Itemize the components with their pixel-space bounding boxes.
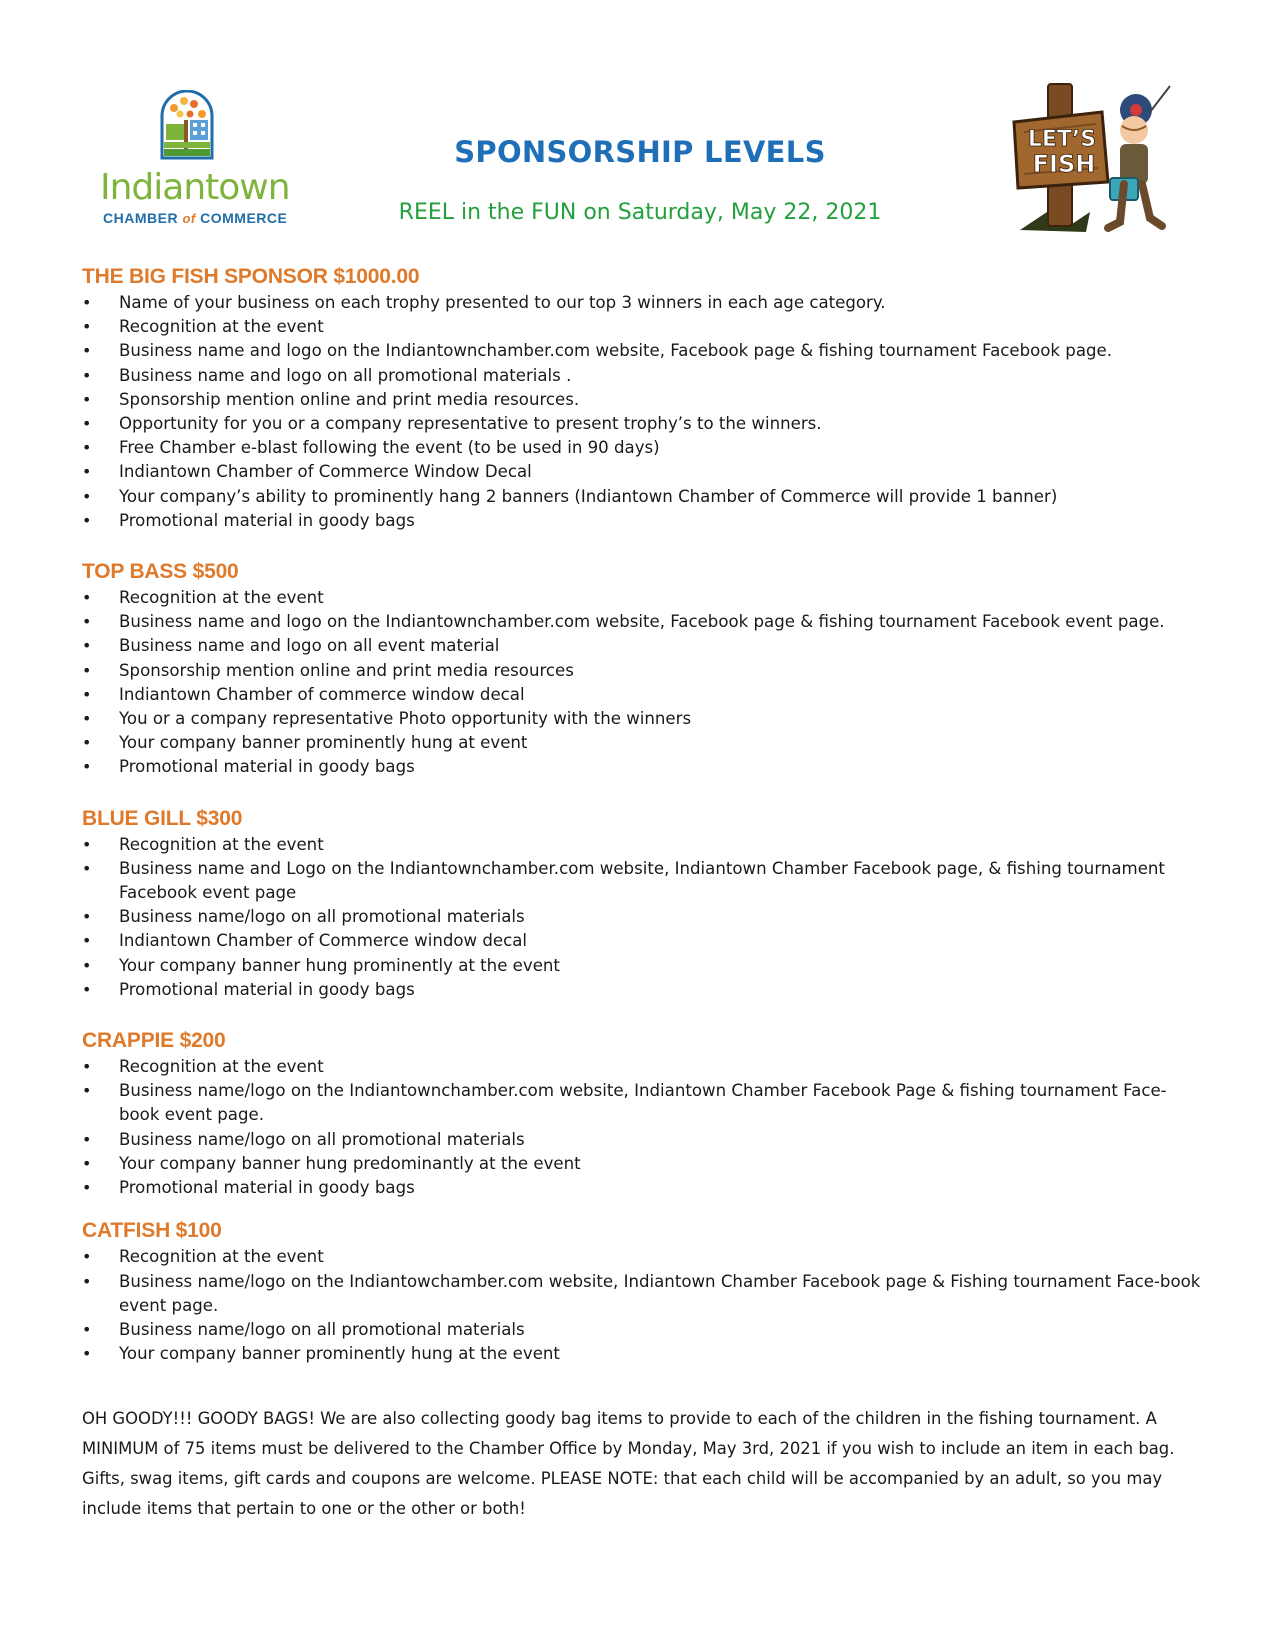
- bullet: •: [82, 612, 92, 632]
- list-item: [82, 1270, 1202, 1318]
- bullet: •: [82, 293, 92, 312]
- bullet: •: [82, 341, 92, 361]
- list-item: [82, 460, 1202, 484]
- bullet: •: [82, 636, 92, 656]
- bullet: •: [82, 757, 92, 777]
- list-item: [82, 731, 1202, 755]
- list-item-text: Recognition at the event: [119, 834, 324, 854]
- list-item-text: Promotional material in goody bags: [119, 979, 415, 999]
- section-heading: CRAPPIE $200: [82, 1029, 226, 1053]
- bullet: •: [82, 365, 92, 385]
- list-item-text: Business name and logo on the Indiantownchamber.com website, Facebook page & fishing tournament Facebook event page.: [119, 612, 1165, 632]
- bullet: •: [82, 510, 92, 530]
- section-heading: TOP BASS $500: [82, 560, 239, 584]
- list-item-text: Business name and logo on all event material: [119, 636, 500, 656]
- benefit-list: [82, 1245, 1202, 1366]
- chamber-emblem-icon: [160, 90, 214, 160]
- list-item: [82, 683, 1202, 707]
- chamber-logo-name: Indiantown: [100, 167, 290, 208]
- lets-fish-sign-icon: [1010, 82, 1180, 237]
- section-crappie: [82, 1028, 1202, 1200]
- list-item-text: Business name/logo on all promotional materials: [119, 907, 525, 927]
- list-item: [82, 929, 1202, 953]
- list-item: [82, 1055, 1202, 1079]
- list-item: [82, 1152, 1202, 1176]
- chamber-logo-subtitle: [103, 210, 288, 226]
- list-item-text: Free Chamber e-blast following the event (to be used in 90 days): [119, 438, 660, 458]
- bullet: •: [82, 588, 92, 608]
- list-item: [82, 833, 1202, 857]
- goody-bag-note: OH GOODY!!! GOODY BAGS! We are also collecting goody bag items to provide to each of the children in the fishing tournament. A MINIMUM of 75 items must be delivered to the Chamber Office by Monday, May 3rd, 2021 if you wish to include an item in each bag. Gifts, swag items, gift cards and coupons are welcome. PLEASE NOTE: that each child will be accompanied by an adult, so you may include items that pertain to one or the other or both!: [82, 1409, 1175, 1518]
- bullet: •: [82, 462, 92, 482]
- list-item-text: Business name/logo on the Indiantownchamber.com website, Indiantown Chamber Facebook Page & fishing tournament Face-book event page.: [119, 1081, 1167, 1125]
- list-item: [82, 586, 1202, 610]
- lets-fish-logo: [1010, 82, 1190, 242]
- list-item: [82, 291, 1202, 315]
- bullet: •: [82, 907, 92, 927]
- page-title: SPONSORSHIP LEVELS: [454, 135, 826, 169]
- list-item-text: Your company banner prominently hung at event: [119, 733, 528, 753]
- list-item: [82, 412, 1202, 436]
- benefit-list: [82, 833, 1202, 1002]
- chamber-logo: [100, 90, 290, 230]
- list-item-text: Recognition at the event: [119, 317, 324, 337]
- list-item-text: Your company banner hung prominently at the event: [119, 955, 560, 975]
- logo-sub-commerce: COMMERCE: [200, 210, 288, 226]
- list-item-text: Recognition at the event: [119, 1057, 324, 1077]
- list-item-text: Business name/logo on the Indiantowchamber.com website, Indiantown Chamber Facebook page & Fishing tournament Face-book event page.: [119, 1271, 1201, 1315]
- list-item: [82, 1318, 1202, 1342]
- bullet: •: [82, 486, 92, 506]
- bullet: •: [82, 858, 92, 878]
- bullet: •: [82, 1178, 92, 1198]
- list-item-text: Sponsorship mention online and print media resources: [119, 660, 574, 680]
- list-item: [82, 634, 1202, 658]
- list-item-text: Name of your business on each trophy presented to our top 3 winners in each age category.: [119, 293, 886, 312]
- list-item: [82, 755, 1202, 779]
- list-item-text: Your company banner hung predominantly at the event: [119, 1153, 581, 1173]
- list-item-text: Opportunity for you or a company representative to present trophy’s to the winners.: [119, 414, 822, 434]
- list-item: [82, 1128, 1202, 1152]
- bullet: •: [82, 931, 92, 951]
- benefit-list: [82, 291, 1202, 533]
- list-item-text: Sponsorship mention online and print media resources.: [119, 389, 580, 409]
- list-item-text: Recognition at the event: [119, 1247, 324, 1267]
- bullet: •: [82, 684, 92, 704]
- list-item-text: Indiantown Chamber of Commerce window decal: [119, 931, 528, 951]
- bullet: •: [82, 660, 92, 680]
- bullet: •: [82, 733, 92, 753]
- section-top-bass: [82, 559, 1202, 780]
- benefit-list: [82, 1055, 1202, 1200]
- bullet: •: [82, 1344, 92, 1364]
- list-item: [82, 339, 1202, 363]
- bullet: •: [82, 979, 92, 999]
- list-item-text: Business name and logo on the Indiantownchamber.com website, Facebook page & fishing tournament Facebook page.: [119, 341, 1113, 361]
- list-item: [82, 978, 1202, 1002]
- list-item-text: Your company’s ability to prominently hang 2 banners (Indiantown Chamber of Commerce will provide 1 banner): [119, 486, 1058, 506]
- list-item: [82, 610, 1202, 634]
- bullet: •: [82, 1247, 92, 1267]
- section-heading: CATFISH $100: [82, 1219, 222, 1243]
- bullet: •: [82, 955, 92, 975]
- section-heading: THE BIG FISH SPONSOR $1000.00: [82, 265, 420, 288]
- sponsorship-sections: [82, 264, 1202, 1366]
- bullet: •: [82, 1057, 92, 1077]
- list-item-text: Your company banner prominently hung at the event: [119, 1344, 560, 1364]
- list-item-text: You or a company representative Photo opportunity with the winners: [119, 709, 692, 729]
- list-item: [82, 857, 1202, 905]
- section-heading: BLUE GILL $300: [82, 806, 243, 830]
- list-item-text: Indiantown Chamber of Commerce Window Decal: [119, 462, 532, 482]
- bullet: •: [82, 1129, 92, 1149]
- benefit-list: [82, 586, 1202, 780]
- logo-sub-chamber: CHAMBER: [103, 210, 179, 226]
- list-item: [82, 905, 1202, 929]
- list-item-text: Business name/logo on all promotional materials: [119, 1319, 525, 1339]
- list-item-text: Business name/logo on all promotional materials: [119, 1129, 525, 1149]
- list-item-text: Indiantown Chamber of commerce window decal: [119, 684, 525, 704]
- section-big-fish: [82, 264, 1202, 533]
- list-item: [82, 509, 1202, 533]
- bullet: •: [82, 834, 92, 854]
- bullet: •: [82, 317, 92, 337]
- lets-fish-line1: LET’S: [1027, 127, 1097, 152]
- section-catfish: [82, 1218, 1202, 1366]
- logo-sub-of: of: [182, 211, 196, 226]
- bullet: •: [82, 1319, 92, 1339]
- page-subtitle: REEL in the FUN on Saturday, May 22, 2021: [398, 200, 882, 225]
- list-item: [82, 1245, 1202, 1269]
- section-blue-gill: [82, 806, 1202, 1002]
- list-item: [82, 388, 1202, 412]
- list-item: [82, 315, 1202, 339]
- bullet: •: [82, 389, 92, 409]
- bullet: •: [82, 438, 92, 458]
- list-item: [82, 1079, 1202, 1127]
- list-item: [82, 954, 1202, 978]
- list-item-text: Recognition at the event: [119, 588, 324, 608]
- list-item-text: Promotional material in goody bags: [119, 757, 415, 777]
- list-item: [82, 707, 1202, 731]
- list-item-text: Promotional material in goody bags: [119, 510, 415, 530]
- bullet: •: [82, 414, 92, 434]
- list-item-text: Promotional material in goody bags: [119, 1178, 415, 1198]
- bullet: •: [82, 1271, 92, 1291]
- list-item: [82, 485, 1202, 509]
- lets-fish-line2: FISH: [1032, 150, 1096, 178]
- list-item: [82, 1342, 1202, 1366]
- bullet: •: [82, 1153, 92, 1173]
- list-item-text: Business name and Logo on the Indiantownchamber.com website, Indiantown Chamber Facebook page, & fishing tournament Facebook event page: [119, 858, 1165, 903]
- list-item: [82, 1176, 1202, 1200]
- list-item: [82, 659, 1202, 683]
- list-item: [82, 436, 1202, 460]
- bullet: •: [82, 709, 92, 729]
- list-item: [82, 364, 1202, 388]
- bullet: •: [82, 1081, 92, 1101]
- list-item-text: Business name and logo on all promotional materials .: [119, 365, 572, 385]
